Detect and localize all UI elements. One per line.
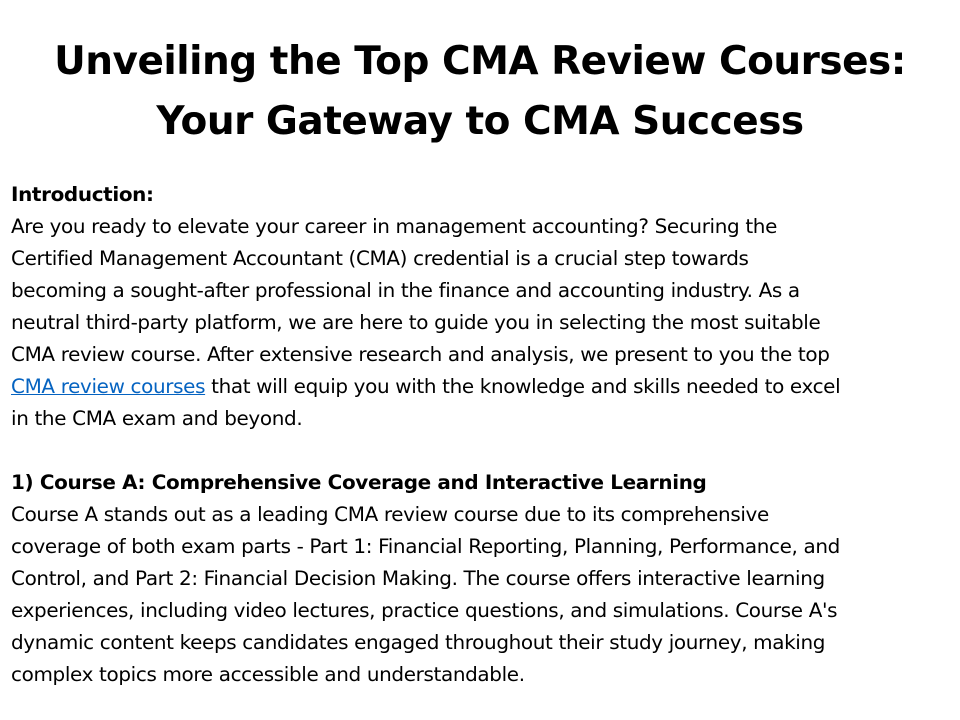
title-line-1: Unveiling the Top CMA Review Courses: (54, 39, 906, 84)
course-a-line-5: dynamic content keeps candidates engaged throughout their study journey, making (11, 630, 826, 654)
intro-line-3: becoming a sought-after professional in the finance and accounting industry. As a (11, 278, 800, 302)
intro-line-6 (11, 370, 951, 402)
course-a-line-3: Control, and Part 2: Financial Decision Making. The course offers interactive learning (11, 566, 825, 590)
intro-line-5: CMA review course. After extensive research and analysis, we present to you the top (11, 342, 830, 366)
paragraph-spacer (11, 434, 951, 466)
intro-line-4: neutral third-party platform, we are here to guide you in selecting the most suitable (11, 310, 821, 334)
intro-line-1: Are you ready to elevate your career in management accounting? Securing the (11, 214, 777, 238)
title-line-2: Your Gateway to CMA Success (156, 99, 804, 144)
cma-review-courses-link[interactable]: CMA review courses (11, 374, 206, 398)
course-a-line-1: Course A stands out as a leading CMA review course due to its comprehensive (11, 502, 769, 526)
course-a-heading: 1) Course A: Comprehensive Coverage and Interactive Learning (11, 470, 707, 494)
course-a-line-6: complex topics more accessible and understandable. (11, 662, 525, 686)
intro-line-2: Certified Management Accountant (CMA) credential is a crucial step towards (11, 246, 749, 270)
intro-line-7: in the CMA exam and beyond. (11, 406, 303, 430)
slide-body (11, 178, 951, 690)
intro-heading: Introduction: (11, 182, 154, 206)
slide-title (20, 32, 940, 152)
intro-line-6-text: that will equip you with the knowledge and skills needed to excel (205, 374, 841, 398)
course-a-line-4: experiences, including video lectures, practice questions, and simulations. Course A's (11, 598, 838, 622)
course-a-line-2: coverage of both exam parts - Part 1: Financial Reporting, Planning, Performance, and (11, 534, 840, 558)
